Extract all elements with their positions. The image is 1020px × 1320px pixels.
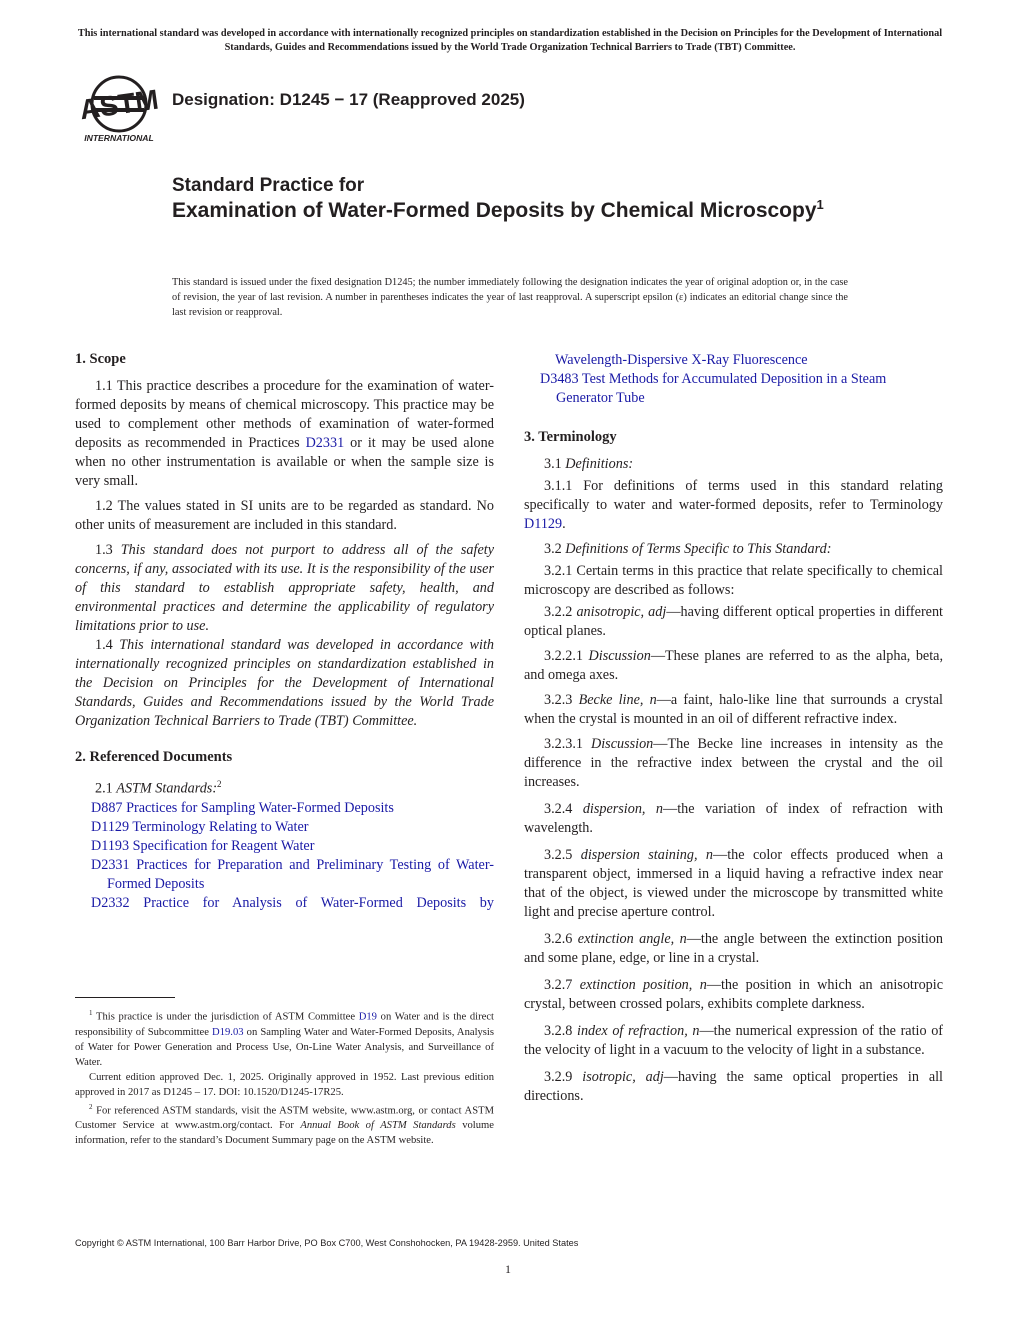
svg-text:INTERNATIONAL: INTERNATIONAL	[84, 133, 154, 143]
para-1-3: 1.3 This standard does not purport to address all of the safety concerns, if any, associated with its use. It is the responsibility of the user of this standard to establish appropriate safety, health, and environmental practices and determine the applicability of regulatory limitations prior to use.	[75, 542, 494, 634]
top-note: This international standard was developed in accordance with internationally recognized principles on standardization established in the Decision on Principles for the Development of International Standards, Guides and Recommendations issued by the World Trade Organization Technical Barriers to Trade (TBT) Committee.	[77, 28, 943, 53]
link-d1129[interactable]: D1129	[91, 818, 130, 835]
para-3-1-1: 3.1.1 For definitions of terms used in this standard relating specifically to water and water-formed deposits, refer to Terminology D1129.	[524, 478, 943, 532]
term-extinction-angle: 3.2.6 extinction angle, n—the angle between the extinction position and some plane, edge, or line in a crystal.	[524, 931, 943, 966]
footnote-1-edition: Current edition approved Dec. 1, 2025. Originally approved in 1952. Last previous edition approved in 2017 as D1245 – 17. DOI: 10.1520/D1245-17R25.	[75, 1071, 494, 1098]
term-anisotropic: 3.2.2 anisotropic, adj—having different optical properties in different optical planes.	[524, 604, 943, 639]
link-d3483[interactable]: D3483	[540, 371, 579, 387]
ref-d2331: D2331 Practices for Preparation and Preliminary Testing of Water-Formed Deposits	[91, 856, 494, 892]
para-1-4: 1.4 This international standard was developed in accordance with internationally recognized principles on standardization established in the Decision on Principles for the Development of International Standards, Guides and Recommendations issued by the World Trade Organization Technical Barriers to Trade (TBT) Committee.	[75, 637, 494, 729]
term-dispersion-staining: 3.2.5 dispersion staining, n—the color effects produced when a transparent object, immersed in a liquid having a refractive index near that of the object, is viewed under the microscope by transmitted white light and precise aperture control.	[524, 847, 943, 920]
ref-d2332: D2332 Practice for Analysis of Water-Formed Deposits by	[91, 894, 494, 911]
term-index-of-refraction: 3.2.8 index of refraction, n—the numerical expression of the ratio of the velocity of light in a vacuum to the velocity of light in a substance.	[524, 1023, 944, 1058]
term-becke-line: 3.2.3 Becke line, n—a faint, halo-like line that surrounds a crystal when the crystal is mounted in an oil of different refractive index.	[524, 692, 943, 727]
footnotes	[75, 1006, 494, 1148]
link-d19-03[interactable]: D19.03	[212, 1026, 244, 1038]
term-discussion-1: 3.2.2.1 Discussion—These planes are referred to as the alpha, beta, and omega axes.	[524, 648, 943, 683]
left-column	[75, 350, 494, 913]
para-3-1: 3.1 Definitions:	[544, 456, 634, 472]
page-number: 1	[505, 1262, 511, 1276]
term-extinction-position: 3.2.7 extinction position, n—the position in which an anisotropic crystal, between crossed polars, exhibits complete darkness.	[524, 977, 944, 1012]
term-discussion-2: 3.2.3.1 Discussion—The Becke line increases in intensity as the difference in the refractive index between the crystal and the oil increases.	[524, 736, 944, 790]
ref-d2332-continued: Wavelength-Dispersive X-Ray Fluorescence	[555, 352, 808, 368]
astm-logo-icon	[78, 70, 160, 146]
link-d19[interactable]: D19	[358, 1011, 377, 1023]
title-block	[172, 174, 872, 224]
link-d2331-ref[interactable]: D2331	[91, 856, 130, 873]
title-main: Examination of Water-Formed Deposits by Chemical Microscopy$^1$	[172, 197, 824, 222]
title-pre: Standard Practice for	[172, 175, 365, 196]
link-d1129-term[interactable]: D1129	[524, 516, 563, 532]
section-heading-referenced: 2. Referenced Documents	[75, 749, 233, 765]
para-1-1: 1.1 This practice describes a procedure for the examination of water-formed deposits by means of chemical microscopy. This practice may be used to complement other methods of examination of water-formed deposits as recommended in Practices D2331 or it may be used alone when no other instrumentation is available or when the sample size is very small.	[75, 378, 494, 489]
footnote-divider	[75, 997, 175, 998]
link-d887[interactable]: D887	[91, 799, 123, 816]
ref-d3483: D3483 Test Methods for Accumulated Deposition in a Steam Generator Tube	[540, 371, 887, 406]
title-footnote-ref[interactable]: 1	[816, 197, 824, 212]
designation: Designation: D1245 − 17 (Reapproved 2025)	[172, 90, 525, 109]
term-isotropic: 3.2.9 isotropic, adj—having the same optical properties in all directions.	[524, 1069, 943, 1104]
astm-logo	[78, 70, 160, 146]
section-heading-scope: 1. Scope	[75, 351, 126, 367]
issue-note: This standard is issued under the fixed designation D1245; the number immediately following the designation indicates the year of original adoption or, in the case of revision, the year of last revision. A number in parentheses indicates the year of last reapproval. A superscript epsilon (ε) indicates an editorial change since the last revision or reapproval.	[172, 277, 848, 318]
right-column	[524, 350, 943, 1106]
link-d2331[interactable]: D2331	[305, 435, 345, 451]
ref-d1193: D1193 Specification for Reagent Water	[91, 837, 315, 854]
para-3-2: 3.2 Definitions of Terms Specific to This Standard:	[544, 541, 832, 557]
term-dispersion: 3.2.4 dispersion, n—the variation of index of refraction with wavelength.	[524, 801, 944, 836]
ref-d887: D887 Practices for Sampling Water-Formed Deposits	[91, 799, 394, 816]
footnote-2: $^2$ For referenced ASTM standards, visit the ASTM website, www.astm.org, or contact ASTM Customer Service at www.astm.org/contact. For Annual Book of ASTM Standards volume information, refer to the standard’s Document Summary page on the ASTM website.	[75, 1102, 494, 1147]
link-d2332[interactable]: D2332	[91, 894, 130, 911]
para-2-1: 2.1 ASTM Standards:$^2$	[95, 779, 222, 797]
section-heading-terminology: 3. Terminology	[524, 429, 617, 445]
para-1-2: 1.2 The values stated in SI units are to be regarded as standard. No other units of measurement are included in this standard.	[75, 498, 494, 533]
footnote-1: $^1$ This practice is under the jurisdiction of ASTM Committee D19 on Water and is the direct responsibility of Subcommittee D19.03 on Sampling Water and Water-Formed Deposits, Analysis of Water for Power Generation and Process Use, On-Line Water Analysis, and Surveillance of Water.	[75, 1009, 494, 1068]
ref-d1129: D1129 Terminology Relating to Water	[91, 818, 309, 835]
copyright: Copyright © ASTM International, 100 Barr Harbor Drive, PO Box C700, West Conshohocken, PA 19428-2959. United States	[75, 1238, 579, 1248]
para-3-2-1: 3.2.1 Certain terms in this practice that relate specifically to chemical microscopy are described as follows:	[524, 563, 943, 598]
svg-text:ASTM: ASTM	[78, 83, 160, 126]
link-d1193[interactable]: D1193	[91, 837, 130, 854]
